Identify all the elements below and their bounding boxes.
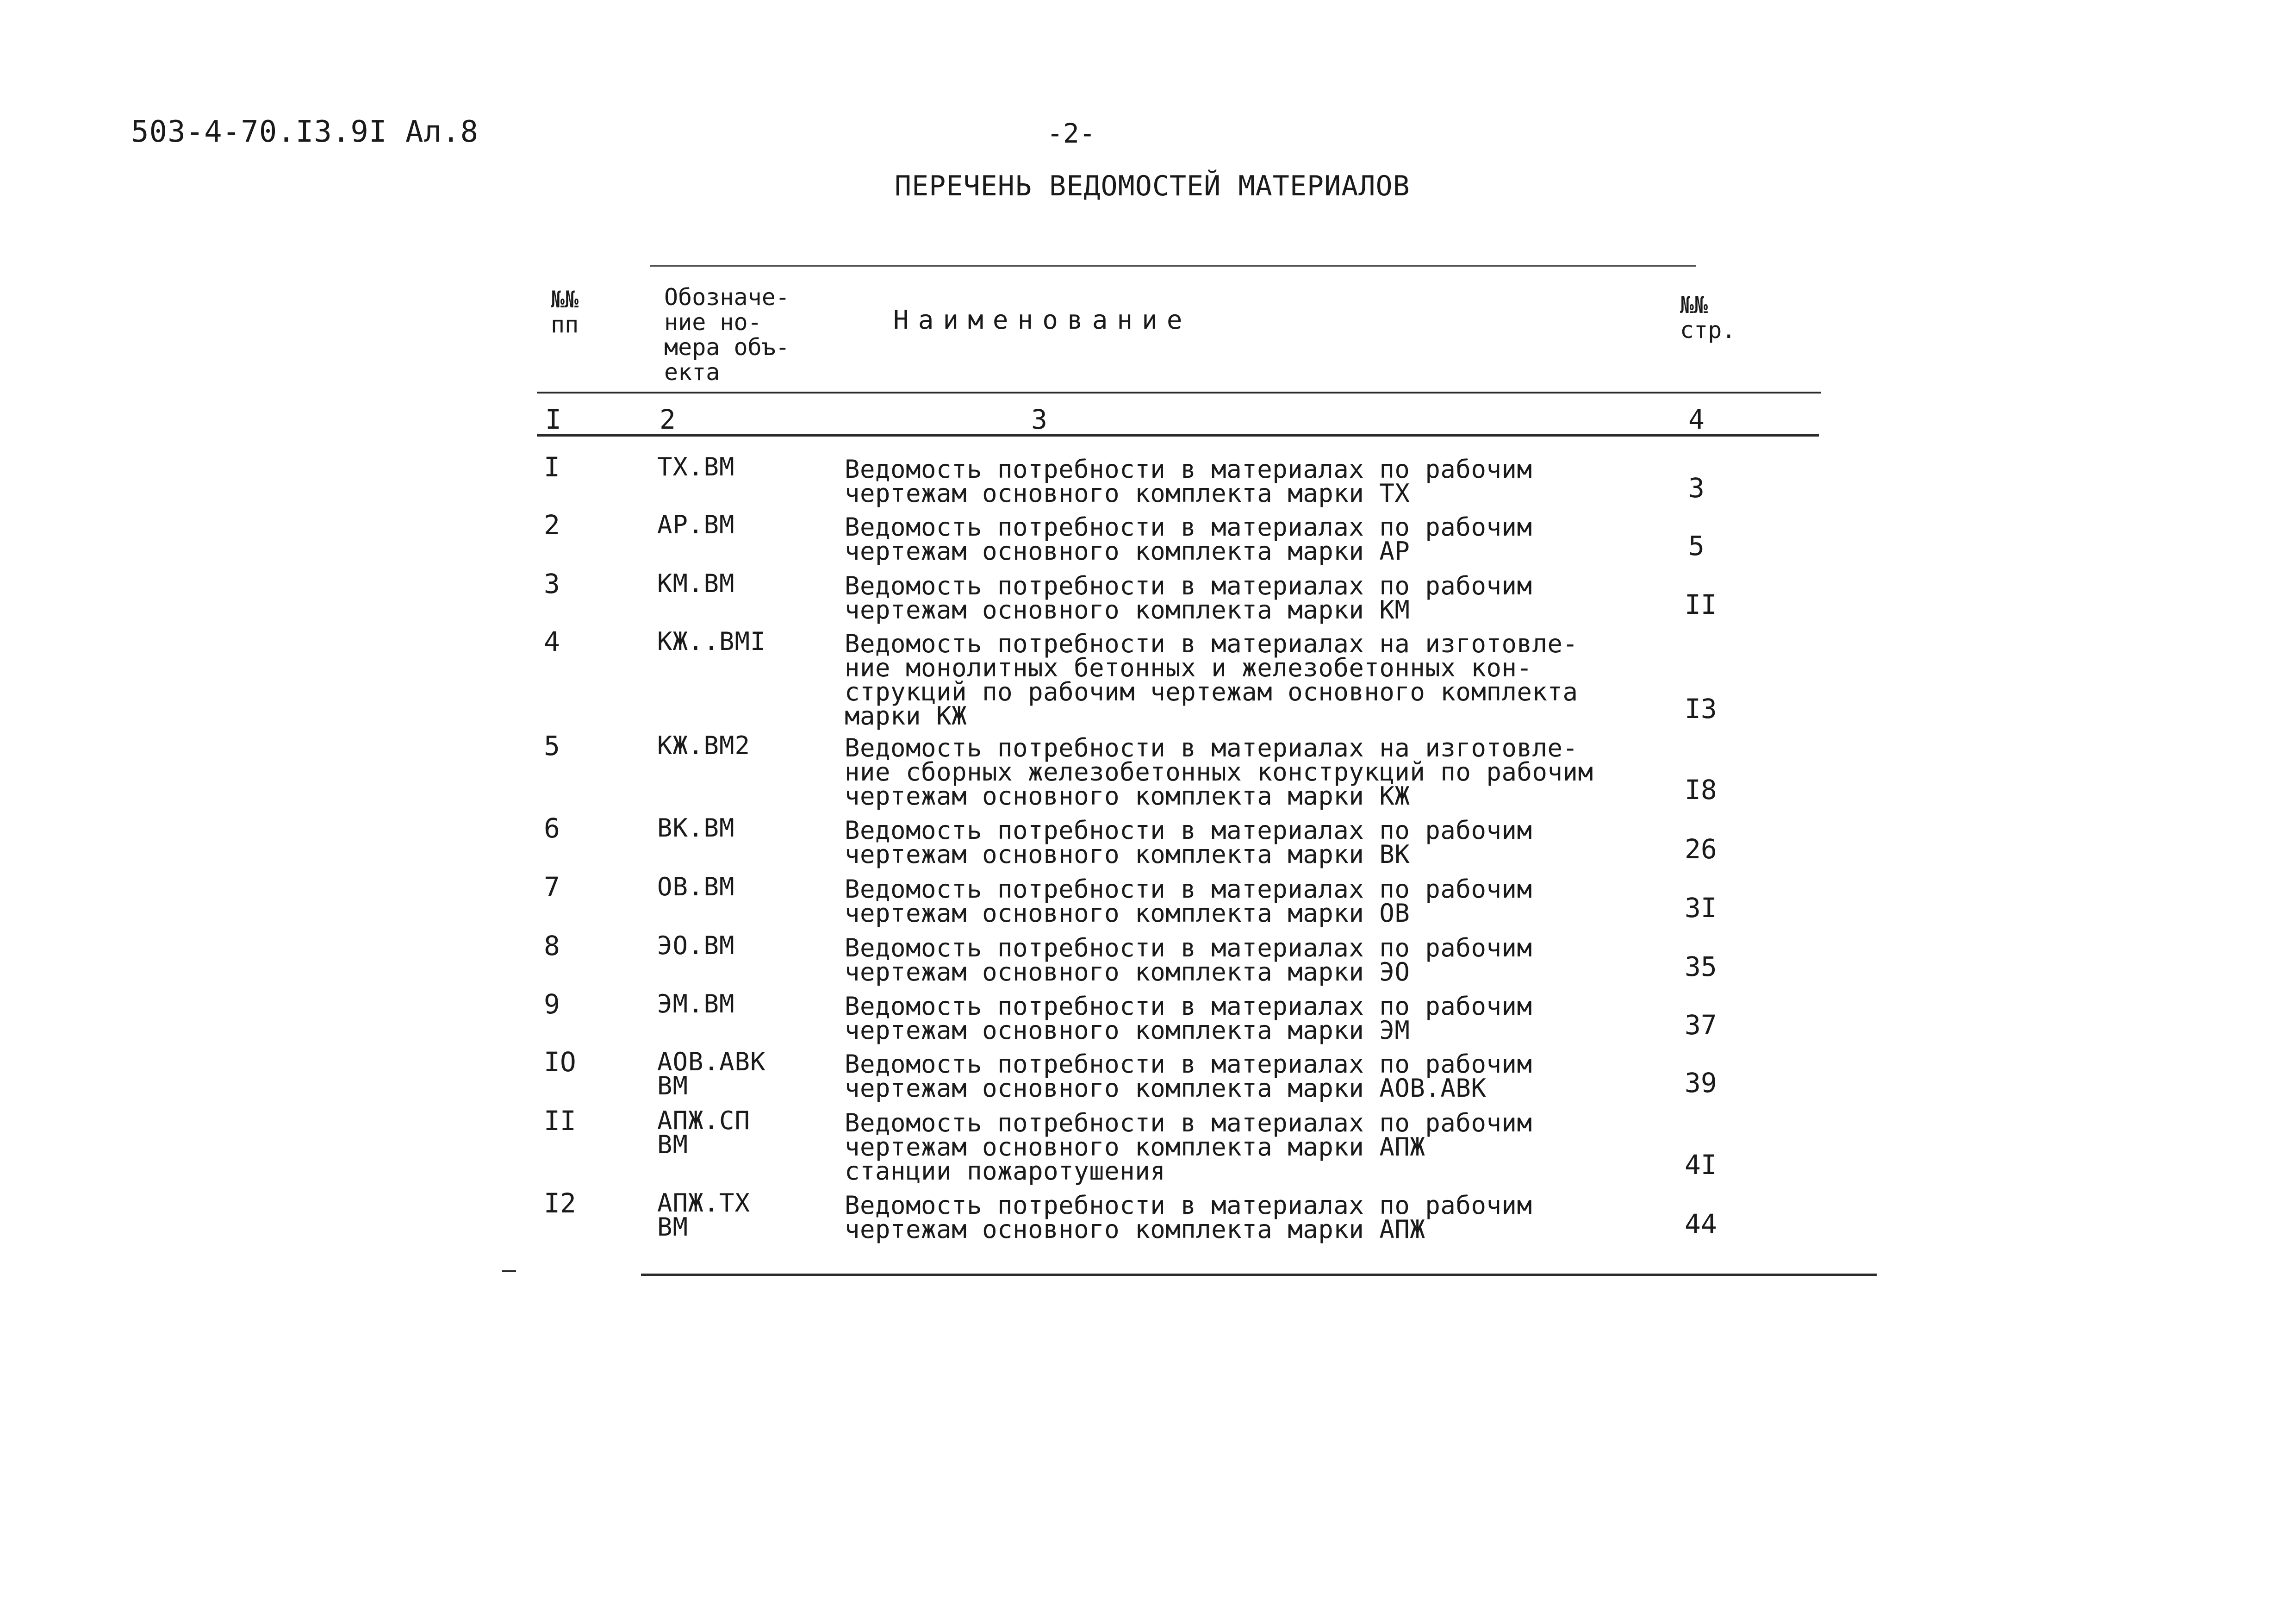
table-row-name: Ведомость потребности в материалах по рабочим чертежам основного комплекта марки АПЖ — [845, 1191, 1532, 1244]
table-row-code: ОВ.ВМ — [657, 872, 735, 901]
document-title: ПЕРЕЧЕНЬ ВЕДОМОСТЕЙ МАТЕРИАЛОВ — [895, 170, 1410, 202]
table-row-name: Ведомость потребности в материалах по рабочим чертежам основного комплекта марки ЭМ — [845, 992, 1532, 1045]
table-row-code: АР.ВМ — [657, 510, 735, 539]
table-row-name: Ведомость потребности в материалах по рабочим чертежам основного комплекта марки АР — [845, 512, 1532, 566]
table-row-page: 3 — [1688, 472, 1705, 504]
table-row-name: Ведомость потребности в материалах по рабочим чертежам основного комплекта марки ОВ — [845, 874, 1532, 928]
table-row-page: 5 — [1688, 530, 1705, 562]
page-number: -2- — [1047, 118, 1095, 149]
table-row-page: 35 — [1685, 951, 1717, 982]
table-row-number: 2 — [544, 509, 560, 541]
column-number-1: I — [545, 404, 561, 435]
table-row-number: II — [544, 1105, 576, 1137]
table-row-page: 4I — [1685, 1149, 1717, 1181]
column-number-4: 4 — [1688, 404, 1705, 435]
header-col-page: №№ стр. — [1680, 292, 1736, 344]
table-row-page: I3 — [1685, 693, 1717, 725]
table-row-number: 5 — [544, 730, 560, 762]
table-row-page: I8 — [1685, 774, 1717, 806]
column-number-3: 3 — [1031, 404, 1047, 435]
table-row-page: 44 — [1685, 1208, 1717, 1240]
table-row-code: ЭМ.ВМ — [657, 989, 735, 1018]
table-row-code: АПЖ.ТХ ВМ — [657, 1188, 751, 1242]
header-col-number: №№ пп — [551, 286, 579, 338]
table-row-number: 8 — [544, 930, 560, 962]
table-row-number: IO — [544, 1046, 576, 1078]
column-number-2: 2 — [660, 404, 676, 435]
table-row-code: ЭО.ВМ — [657, 931, 735, 960]
table-row-name: Ведомость потребности в материалах по рабочим чертежам основного комплекта марки АОВ.АВК — [845, 1049, 1532, 1103]
table-row-number: 7 — [544, 871, 560, 903]
table-row-page: 39 — [1685, 1067, 1717, 1099]
margin-tick — [502, 1270, 516, 1272]
table-row-code: КЖ..ВМI — [657, 627, 766, 656]
table-row-name: Ведомость потребности в материалах на изготовле- ние сборных железобетонных конструкций по рабочим чертежам основного комплекта марки КЖ — [845, 733, 1593, 811]
document-code: 503-4-70.I3.9I Ал.8 — [131, 115, 479, 149]
table-row-code: ВК.ВМ — [657, 813, 735, 843]
table-row-name: Ведомость потребности в материалах по рабочим чертежам основного комплекта марки ВК — [845, 816, 1532, 869]
table-row-number: 4 — [544, 626, 560, 657]
table-row-code: АОВ.АВК ВМ — [657, 1047, 766, 1100]
table-top-rule — [650, 265, 1696, 267]
table-row-name: Ведомость потребности в материалах по рабочим чертежам основного комплекта марки АПЖ станции пожаротушения — [845, 1108, 1532, 1186]
table-row-name: Ведомость потребности в материалах по рабочим чертежам основного комплекта марки ЭО — [845, 933, 1532, 987]
column-number-rule — [537, 434, 1819, 437]
table-row-page: 37 — [1685, 1009, 1717, 1041]
table-row-code: КМ.ВМ — [657, 569, 735, 598]
table-row-number: 3 — [544, 568, 560, 600]
table-row-name: Ведомость потребности в материалах на изготовле- ние монолитных бетонных и железобетонных кон- струкций по рабочим чертежам основного комплекта марки КЖ — [845, 629, 1578, 731]
table-row-name: Ведомость потребности в материалах по рабочим чертежам основного комплекта марки ТХ — [845, 455, 1532, 508]
table-bottom-rule — [641, 1274, 1877, 1276]
header-col-name: Наименование — [893, 305, 1192, 335]
table-row-code: ТХ.ВМ — [657, 452, 735, 481]
table-row-page: 3I — [1685, 892, 1717, 924]
table-row-number: 9 — [544, 988, 560, 1020]
table-row-number: I2 — [544, 1187, 576, 1219]
table-row-number: I — [544, 451, 560, 483]
table-row-name: Ведомость потребности в материалах по рабочим чертежам основного комплекта марки КМ — [845, 571, 1532, 625]
table-row-number: 6 — [544, 812, 560, 844]
table-row-code: АПЖ.СП ВМ — [657, 1106, 751, 1159]
header-bottom-rule — [537, 392, 1821, 394]
table-row-page: II — [1685, 589, 1717, 620]
header-col-designation: Обозначе- ние но- мера объ- екта — [664, 284, 790, 386]
table-row-code: КЖ.ВМ2 — [657, 731, 751, 760]
table-row-page: 26 — [1685, 833, 1717, 865]
